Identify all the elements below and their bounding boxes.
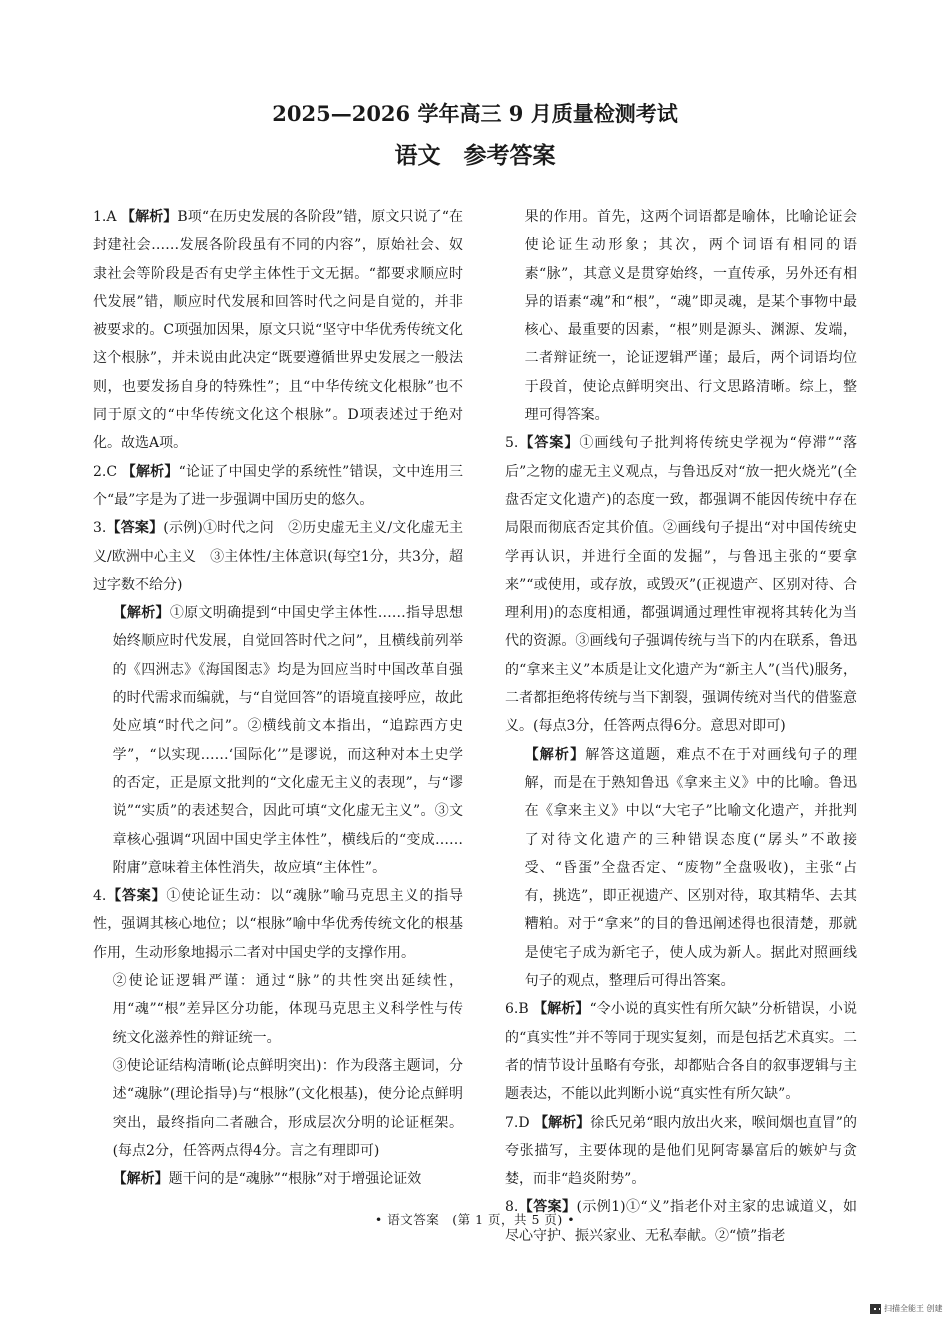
answer-tag: 【答案】 <box>518 1199 577 1216</box>
question-number: 8. <box>505 1199 519 1216</box>
answer-paragraph <box>93 882 463 967</box>
answer-paragraph <box>93 599 463 882</box>
answer-text: “论证了中国史学的系统性”错误，文中连用三个“最”字是为了进一步强调中国历史的悠久。 <box>93 463 463 508</box>
answer-tag: 【答案】 <box>518 435 580 452</box>
scanner-watermark <box>870 1303 943 1315</box>
answer-tag: 【解析】 <box>121 209 178 225</box>
answer-paragraph <box>93 967 463 1052</box>
question-number: 7.D <box>505 1114 530 1131</box>
question-number: 4. <box>93 888 107 905</box>
answer-tag: 【解析】 <box>533 1001 590 1018</box>
answer-text: ①使论证生动：以“魂脉”喻马克思主义的指导性，强调其核心地位；以“根脉”喻中华优秀传统文化的根基作用，生动形象地揭示二者对中国史学的支撑作用。 <box>93 888 463 961</box>
answer-text: 徐氏兄弟“眼内放出火来，喉间烟也直冒”的夸张描写，主要体现的是他们见阿寄暴富后的嫉妒与贪婪，而非“趋炎附势”。 <box>505 1114 857 1188</box>
answer-text: (示例)①时代之问 ②历史虚无主义/文化虚无主义/欧洲中心主义 ③主体性/主体意识(每空1分，共3分，超过字数不给分) <box>93 520 464 593</box>
page-subtitle: 语文 参考答案 <box>394 142 556 169</box>
question-number: 3. <box>93 520 107 537</box>
answer-tag: 【解析】 <box>112 605 170 622</box>
answer-paragraph <box>505 1109 857 1194</box>
answer-tag: 【答案】 <box>106 520 164 537</box>
answer-text: 果的作用。首先，这两个词语都是喻体，比喻论证会使论证生动形象；其次，两个词语有相同的语素“脉”，其意义是贯穿始终，一直传承，另外还有相异的语素“魂”和“根”，“魂”即灵魂，是某个事物中最核心、最重要的因素，“根”则是源头、渊源、发端，二者辩证统一，论证逻辑严谨；最后，两个词语均位于段首，使论点鲜明突出、行文思路清晰。综上，整理可得答案。 <box>524 209 857 424</box>
answer-tag: 【解析】 <box>524 746 586 763</box>
answer-paragraph <box>505 203 857 429</box>
answer-text: ②使论证逻辑严谨：通过“脉”的共性突出延续性，用“魂”“根”差异区分功能，体现马克思主义科学性与传统文化滋养性的辩证统一。 <box>112 973 463 1046</box>
answer-text: 题干问的是“魂脉”“根脉”对于增强论证效 <box>168 1171 422 1188</box>
answer-text: ③使论证结构清晰(论点鲜明突出)：作为段落主题词，分述“魂脉”(理论指导)与“根脉”(文化根基)，使分论点鲜明突出，最终指向二者融合，形成层次分明的论证框架。(每点2分，任答两点得4分。言之有理即可) <box>112 1057 463 1159</box>
answer-tag: 【解析】 <box>534 1114 591 1131</box>
question-number: 1.A <box>93 209 117 225</box>
answer-paragraph <box>93 1052 463 1165</box>
answer-text: B项“在历史发展的各阶段”错，原文只说了“在封建社会……发展各阶段虽有不同的内容”，原始社会、奴隶社会等阶段是否有史学主体性于文无据。“都要求顺应时代发展”错，顺应时代发展和回答时代之问是自觉的，并非被要求的。C项强加因果，原文只说“坚守中华优秀传统文化这个根脉”，并未说由此决定“既要遵循世界史发展之一般法则，也要发扬自身的特殊性”；且“中华传统文化根脉”也不同于原文的“中华传统文化这个根脉”。D项表述过于绝对化。故选A项。 <box>93 209 464 452</box>
answer-text: ①原文明确提到“中国史学主体性……指导思想始终顺应时代发展，自觉回答时代之问”，且横线前列举的《四洲志》《海国图志》均是为回应当时中国改革自强的时代需求而编就，与“自觉回答”的语境直接呼应，故此处应填“时代之问”。②横线前文本指出，“追踪西方史学”，“以实现……‘国际化’”是谬说，而这种对本土史学的否定，正是原文批判的“文化虚无主义的表现”，与“谬说”“实质”的表述契合，因此可填“文化虚无主义”。③文章核心强调“巩固中国史学主体性”，横线后的“变成……附庸”意味着主体性消失，故应填“主体性”。 <box>112 605 464 876</box>
answer-text: ①画线句子批判将传统史学视为“停滞”“落后”之物的虚无主义观点，与鲁迅反对“放一把火烧光”(全盘否定文化遗产)的态度一致，都强调不能因传统中存在局限而彻底否定其价值。②画线句子提出“对中国传统史学再认识，并进行全面的发掘”，与鲁迅主张的“要拿来”“或使用，或存放，或毁灭”(正视遗产、区别对待、合理利用)的态度相通，都强调通过理性审视将其转化为当代的资源。③画线句子强调传统与当下的内在联系，鲁迅的“拿来主义”本质是让文化遗产为“新主人”(当代)服务，二者都拒绝将传统与当下割裂，强调传统对当代的借鉴意义。(每点3分，任答两点得6分。意思对即可) <box>505 435 857 735</box>
right-column <box>505 203 857 1250</box>
answer-text: (示例1)①“义”指老仆对主家的忠诚道义，如尽心守护、振兴家业、无私奉献。②“愤”指老 <box>505 1199 858 1244</box>
answer-paragraph <box>93 514 463 599</box>
answer-text: “令小说的真实性有所欠缺”分析错误，小说的“真实性”并不等同于现实复刻，而是包括艺术真实。二者的情节设计虽略有夸张，却都贴合各自的叙事逻辑与主题表达，不能以此判断小说“真实性有所欠缺”。 <box>505 1001 857 1103</box>
answer-paragraph <box>505 741 857 996</box>
question-number: 2.C <box>93 463 118 480</box>
answer-paragraph <box>505 429 857 740</box>
answer-paragraph <box>505 995 857 1108</box>
page-footer: • 语文答案 (第 1 页，共 5 页) • <box>374 1212 576 1227</box>
answer-paragraph <box>93 458 463 515</box>
answer-tag: 【解析】 <box>112 1171 169 1188</box>
answer-paragraph <box>93 203 463 458</box>
answer-paragraph <box>93 1165 463 1193</box>
page-title: 2025—2026 学年高三 9 月质量检测考试 <box>272 101 678 126</box>
answer-text: 解答这道题，难点不在于对画线句子的理解，而是在于熟知鲁迅《拿来主义》中的比喻。鲁迅在《拿来主义》中以“大宅子”比喻文化遗产，并批判了对待文化遗产的三种错误态度(“孱头”不敢接受、“昏蛋”全盘否定、“废物”全盘吸收)，主张“占有，挑选”，即正视遗产、区别对待，取其精华、去其糟粕。对于“拿来”的目的鲁迅阐述得也很清楚，那就是使宅子成为新宅子，使人成为新人。据此对照画线句子的观点，整理后可得出答案。 <box>524 746 858 990</box>
question-number: 6.B <box>505 1001 529 1018</box>
watermark-text: 扫描全能王 创建 <box>884 1304 943 1313</box>
answer-tag: 【解析】 <box>121 463 179 480</box>
question-number: 5. <box>505 435 519 452</box>
answer-tag: 【答案】 <box>106 888 167 905</box>
qr-code-icon <box>870 1304 881 1314</box>
left-column <box>93 203 463 1193</box>
